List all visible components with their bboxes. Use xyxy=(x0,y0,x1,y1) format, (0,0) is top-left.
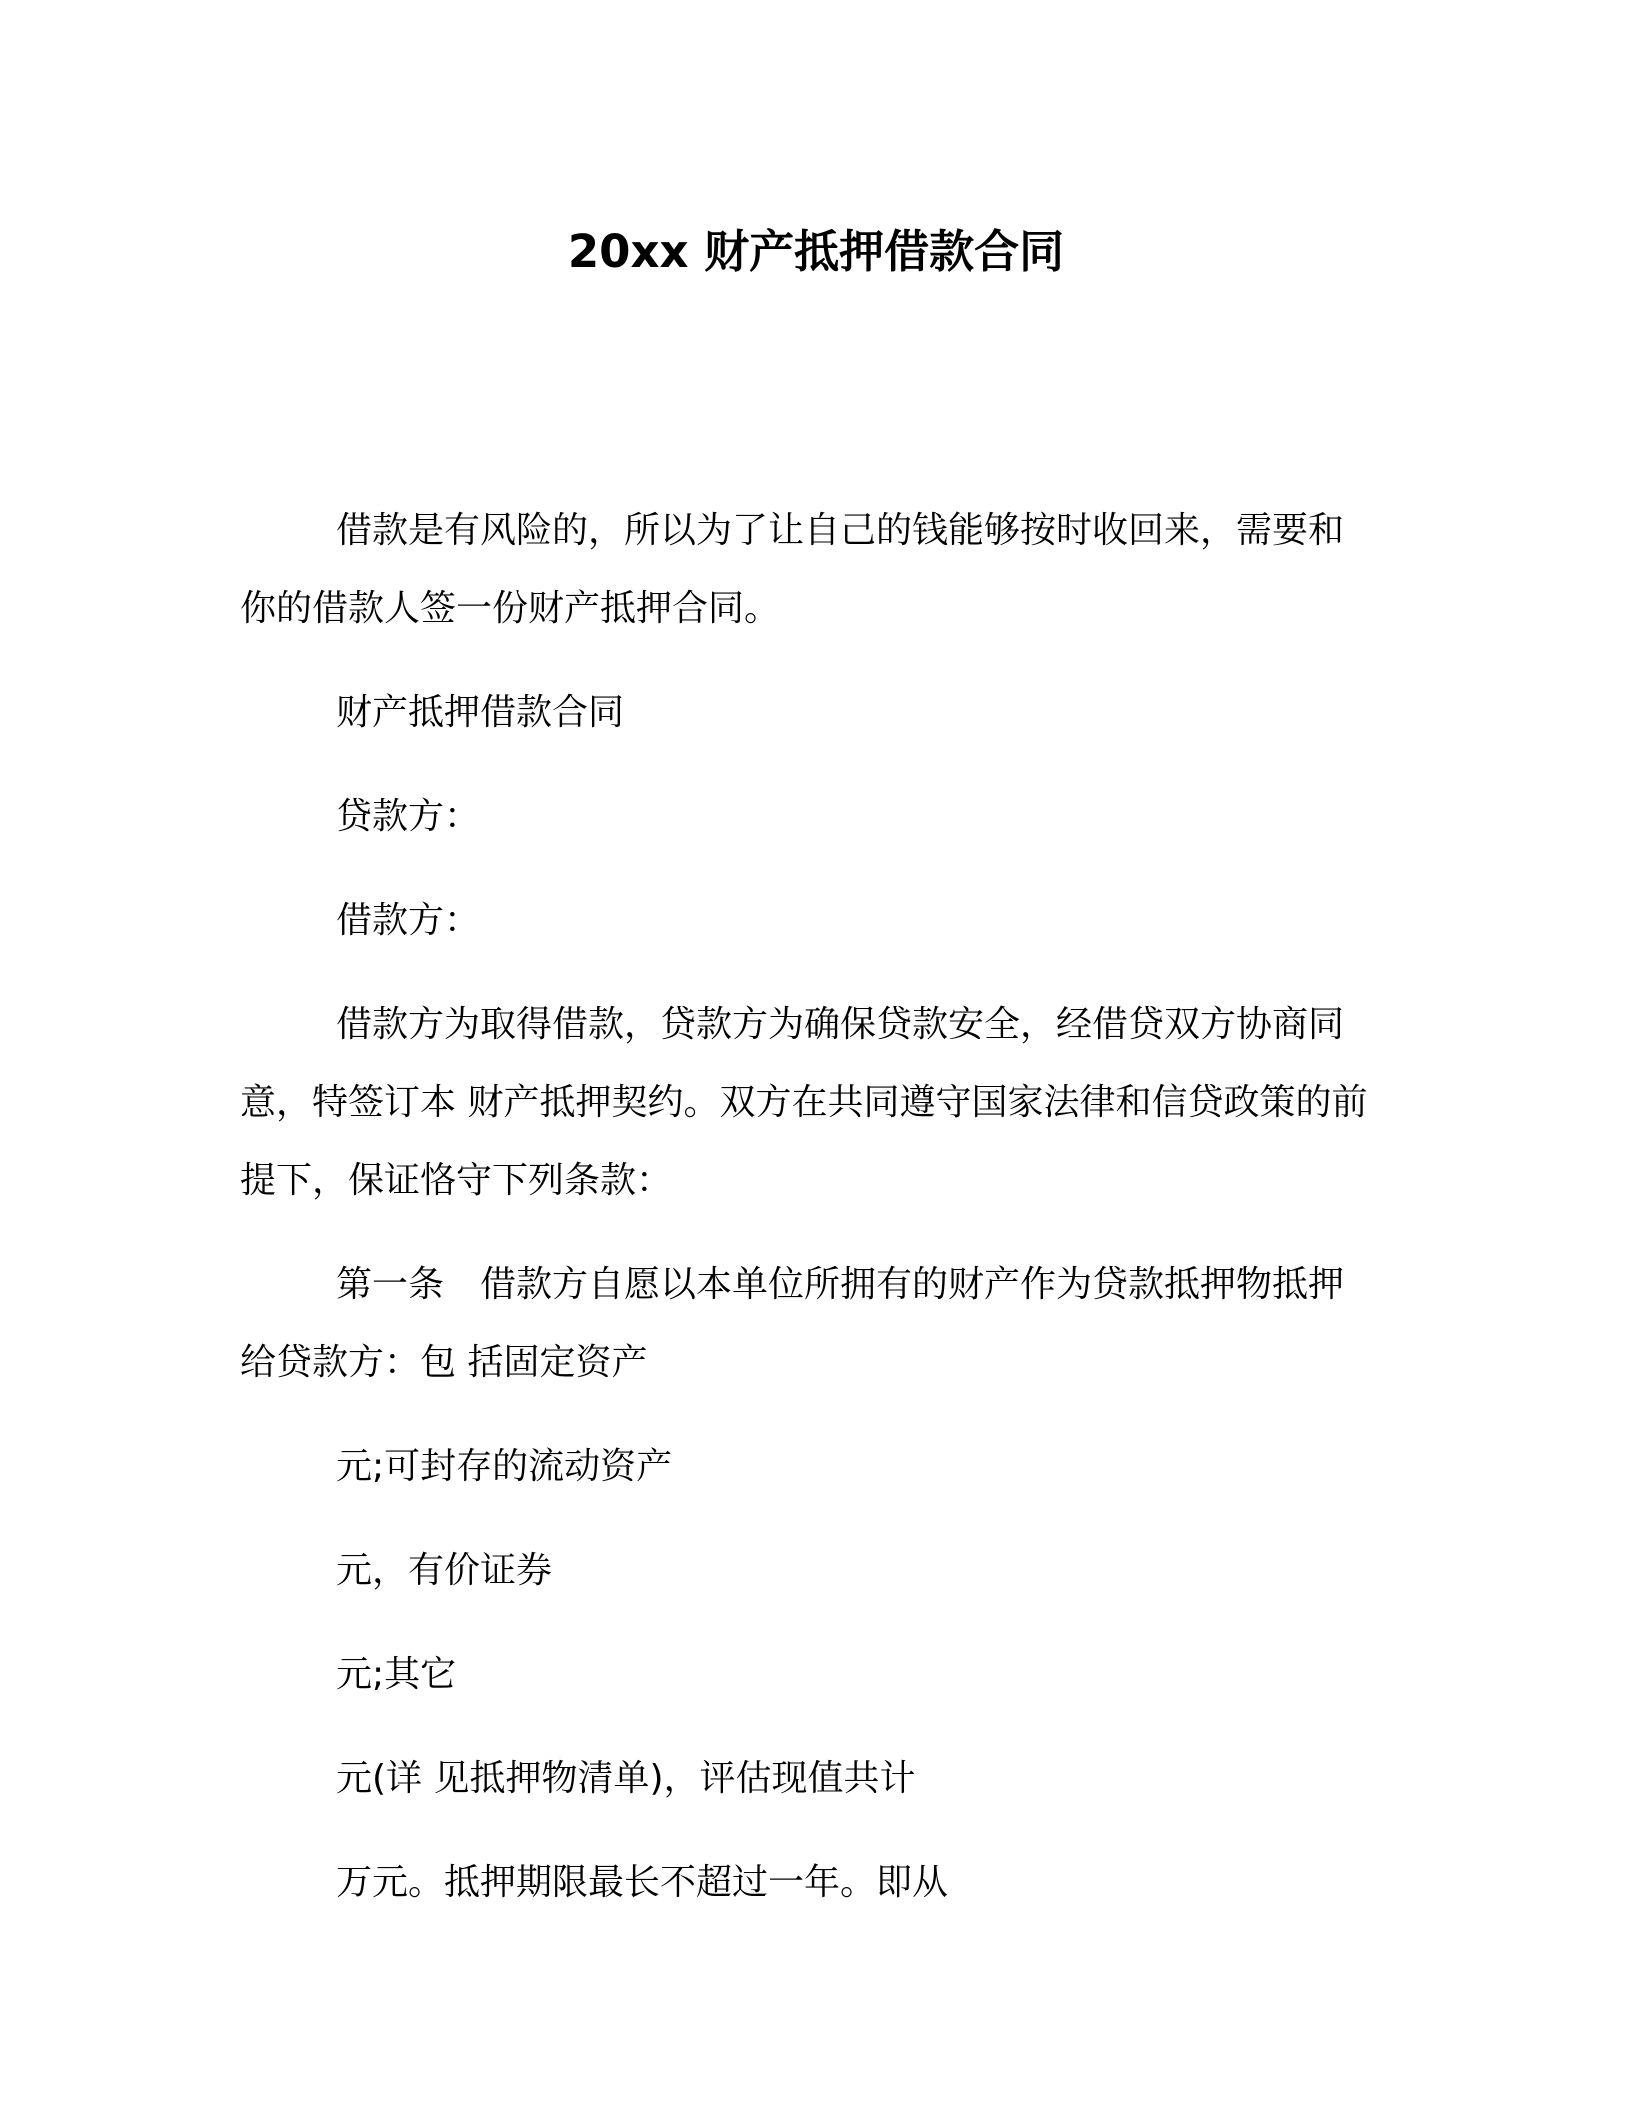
paragraph-intro: 借款是有风险的，所以为了让自己的钱能够按时收回来，需要和你的借款人签一份财产抵押合同。 xyxy=(240,510,1345,629)
paragraph-current-assets: 元;可封存的流动资产 xyxy=(336,1446,673,1487)
paragraph-preamble: 借款方为取得借款，贷款方为确保贷款安全，经借贷双方协商同意，特签订本 财产抵押契约。双方在共同遵守国家法律和信贷政策的前提下，保证恪守下列条款： xyxy=(240,1004,1368,1201)
paragraph-contract-heading: 财产抵押借款合同 xyxy=(336,692,625,733)
paragraph-lender: 贷款方： xyxy=(336,796,481,837)
paragraph-borrower: 借款方： xyxy=(336,900,481,941)
paragraph-term: 万元。抵押期限最长不超过一年。即从 xyxy=(336,1862,949,1903)
paragraph-other: 元;其它 xyxy=(336,1654,457,1695)
paragraph-valuation: 元(详 见抵押物清单)，评估现值共计 xyxy=(336,1758,916,1799)
paragraph-securities: 元，有价证券 xyxy=(336,1550,553,1591)
document-title: 20xx 财产抵押借款合同 xyxy=(567,225,1065,278)
document-body xyxy=(240,492,1370,1948)
paragraph-article-one: 第一条 借款方自愿以本单位所拥有的财产作为贷款抵押物抵押给贷款方：包 括固定资产 xyxy=(240,1264,1345,1383)
